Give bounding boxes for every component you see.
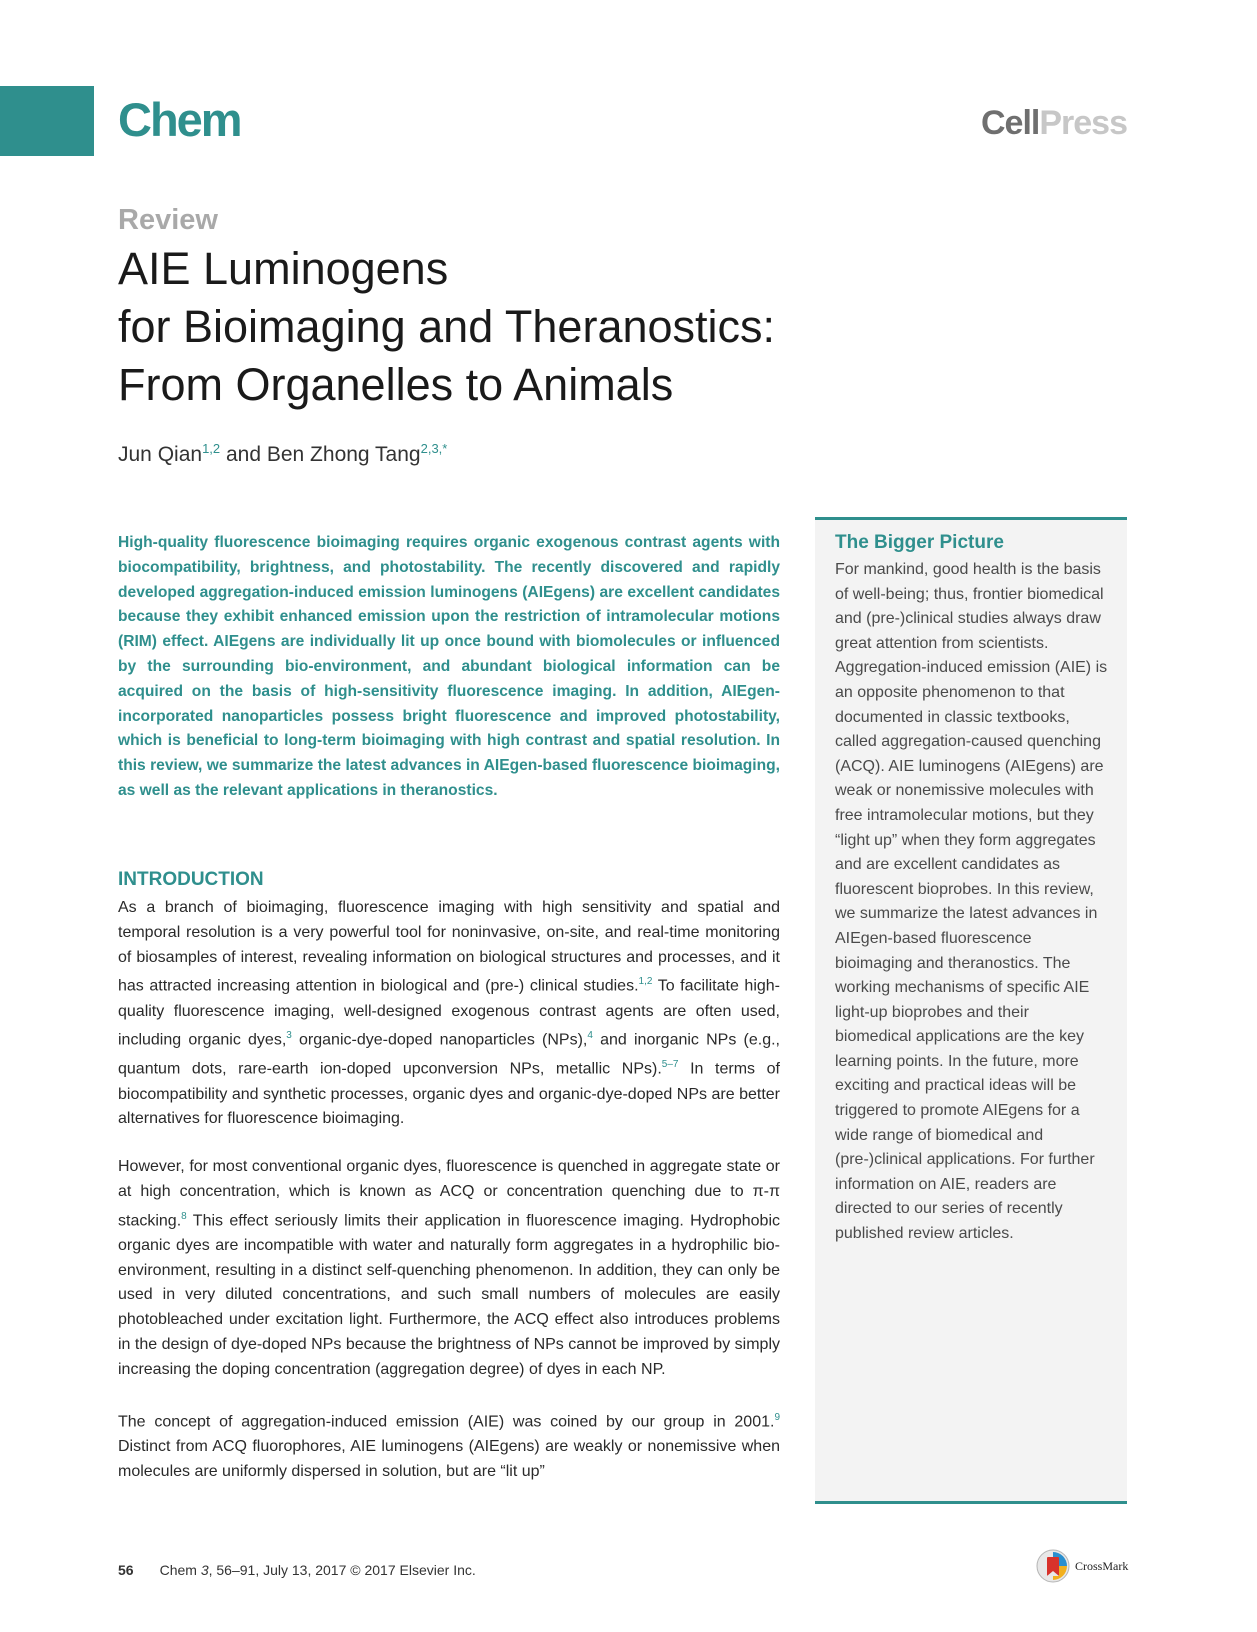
crossmark-label: CrossMark bbox=[1075, 1558, 1129, 1573]
section-heading: INTRODUCTION bbox=[118, 869, 264, 890]
citation-journal: Chem bbox=[159, 1562, 201, 1578]
paragraph: The concept of aggregation-induced emission (AIE) was coined by our group in 2001.$^9$ Distinct from ACQ fluorophores, AIE luminogens (AIEgens) are weakly or nonemissive when molecules are uniformly dispersed in solution, but are “lit up” bbox=[118, 1411, 780, 1480]
crossmark-badge[interactable] bbox=[1036, 1549, 1128, 1583]
author-name: Jun Qian bbox=[118, 443, 203, 466]
title-line: From Organelles to Animals bbox=[118, 359, 674, 410]
author-list bbox=[118, 441, 447, 467]
affiliation-link[interactable]: 2,3,* bbox=[420, 441, 448, 456]
article-title bbox=[118, 240, 775, 414]
article-type: Review bbox=[118, 204, 218, 236]
page-number: 56 bbox=[118, 1562, 134, 1578]
publisher-logo bbox=[981, 104, 1127, 143]
abstract: High-quality fluorescence bioimaging requires organic exogenous contrast agents with biocompatibility, brightness, and photostability. The recently discovered and rapidly developed aggregation-induced emission luminogens (AIEgens) are excellent candidates because they exhibit enhanced emission upon the restriction of intramolecular motions (RIM) effect. AIEgens are individually lit up once bound with biomolecules or influenced by the surrounding bio-environment, and abundant biological information can be acquired on the basis of high-sensitivity fluorescence imaging. In addition, AIEgen-incorporated nanoparticles possess bright fluorescence and improved photostability, which is beneficial to long-term bioimaging with high contrast and spatial resolution. In this review, we summarize the latest advances in AIEgen-based fluorescence bioimaging, as well as the relevant applications in theranostics. bbox=[118, 534, 780, 799]
page-footer bbox=[118, 1562, 476, 1578]
bigger-picture-text: For mankind, good health is the basis of well-being; thus, frontier biomedical and (pre-)clinical studies always draw great attention from scientists. Aggregation-induced emission (AIE) is an opposite phenomenon to that documented in classic textbooks, called aggregation-caused quenching (ACQ). AIE luminogens (AIEgens) are weak or nonemissive molecules with free intramolecular motions, but they “light up” when they form aggregates and are excellent candidates as fluorescent bioprobes. In this review, we summarize the latest advances in AIEgen-based fluorescence bioimaging and theranostics. The working mechanisms of specific AIE light-up bioprobes and their biomedical applications are the key learning points. In the future, more exciting and practical ideas will be triggered to promote AIEgens for a wide range of biomedical and (pre-)clinical applications. For further information on AIE, readers are directed to our series of recently published review articles. bbox=[835, 561, 1108, 1243]
citation-link[interactable]: 8 bbox=[181, 1210, 187, 1222]
citation-volume: 3 bbox=[200, 1562, 209, 1578]
bigger-picture-heading: The Bigger Picture bbox=[835, 532, 1004, 553]
publisher-logo-press: Press bbox=[1039, 104, 1127, 142]
citation-details: , 56–91, July 13, 2017 © 2017 Elsevier Inc. bbox=[208, 1562, 476, 1578]
author-separator: and bbox=[220, 443, 267, 466]
bigger-picture-box bbox=[815, 517, 1127, 1504]
publisher-logo-cell: Cell bbox=[981, 104, 1040, 142]
paragraph: As a branch of bioimaging, fluorescence imaging with high sensitivity and spatial and temporal resolution is a very powerful tool for noninvasive, on-site, and real-time monitoring of biosamples of interest, revealing information on biological structures and processes, and it has attracted increasing attention in biological and (pre-) clinical studies.$^{1,2}$ To facilitate high-quality fluorescence imaging, well-designed exogenous contrast agents are often used, including organic dyes,$^3$ organic-dye-doped nanoparticles (NPs),$^4$ and inorganic NPs (e.g., quantum dots, rare-earth ion-doped upconversion NPs, metallic NPs).$^{5-7}$ In terms of biocompatibility and synthetic processes, organic dyes and organic-dye-doped NPs are better alternatives for fluorescence bioimaging. bbox=[118, 899, 781, 1128]
paragraph: However, for most conventional organic dyes, fluorescence is quenched in aggregate state or at high concentration, which is known as ACQ or concentration quenching due to π-π stacking.$^8$ This effect seriously limits their application in fluorescence imaging. Hydrophobic organic dyes are incompatible with water and naturally form aggregates in a hydrophilic bio-environment, resulting in a distinct self-quenching phenomenon. In addition, they can only be used in very diluted concentrations, and such small numbers of molecules are easily photobleached under excitation light. Furthermore, the ACQ effect also introduces problems in the design of dye-doped NPs because the brightness of NPs cannot be improved by simply increasing the doping concentration (aggregation degree) of dyes in each NP. bbox=[118, 1158, 780, 1378]
citation-link[interactable]: 4 bbox=[587, 1030, 593, 1042]
journal-logo: Chem bbox=[118, 93, 241, 146]
title-line: AIE Luminogens bbox=[118, 243, 449, 294]
journal-color-tab bbox=[0, 86, 94, 156]
body-text bbox=[118, 896, 780, 1507]
affiliation-link[interactable]: 1,2 bbox=[202, 441, 221, 456]
author-name: Ben Zhong Tang bbox=[266, 443, 421, 466]
citation-link[interactable]: 5–7 bbox=[661, 1059, 679, 1071]
citation-link[interactable]: 1,2 bbox=[638, 976, 653, 988]
title-line: for Bioimaging and Theranostics: bbox=[118, 301, 776, 352]
citation-link[interactable]: 9 bbox=[774, 1411, 780, 1423]
crossmark-icon bbox=[1036, 1549, 1070, 1583]
citation-link[interactable]: 3 bbox=[286, 1030, 292, 1042]
